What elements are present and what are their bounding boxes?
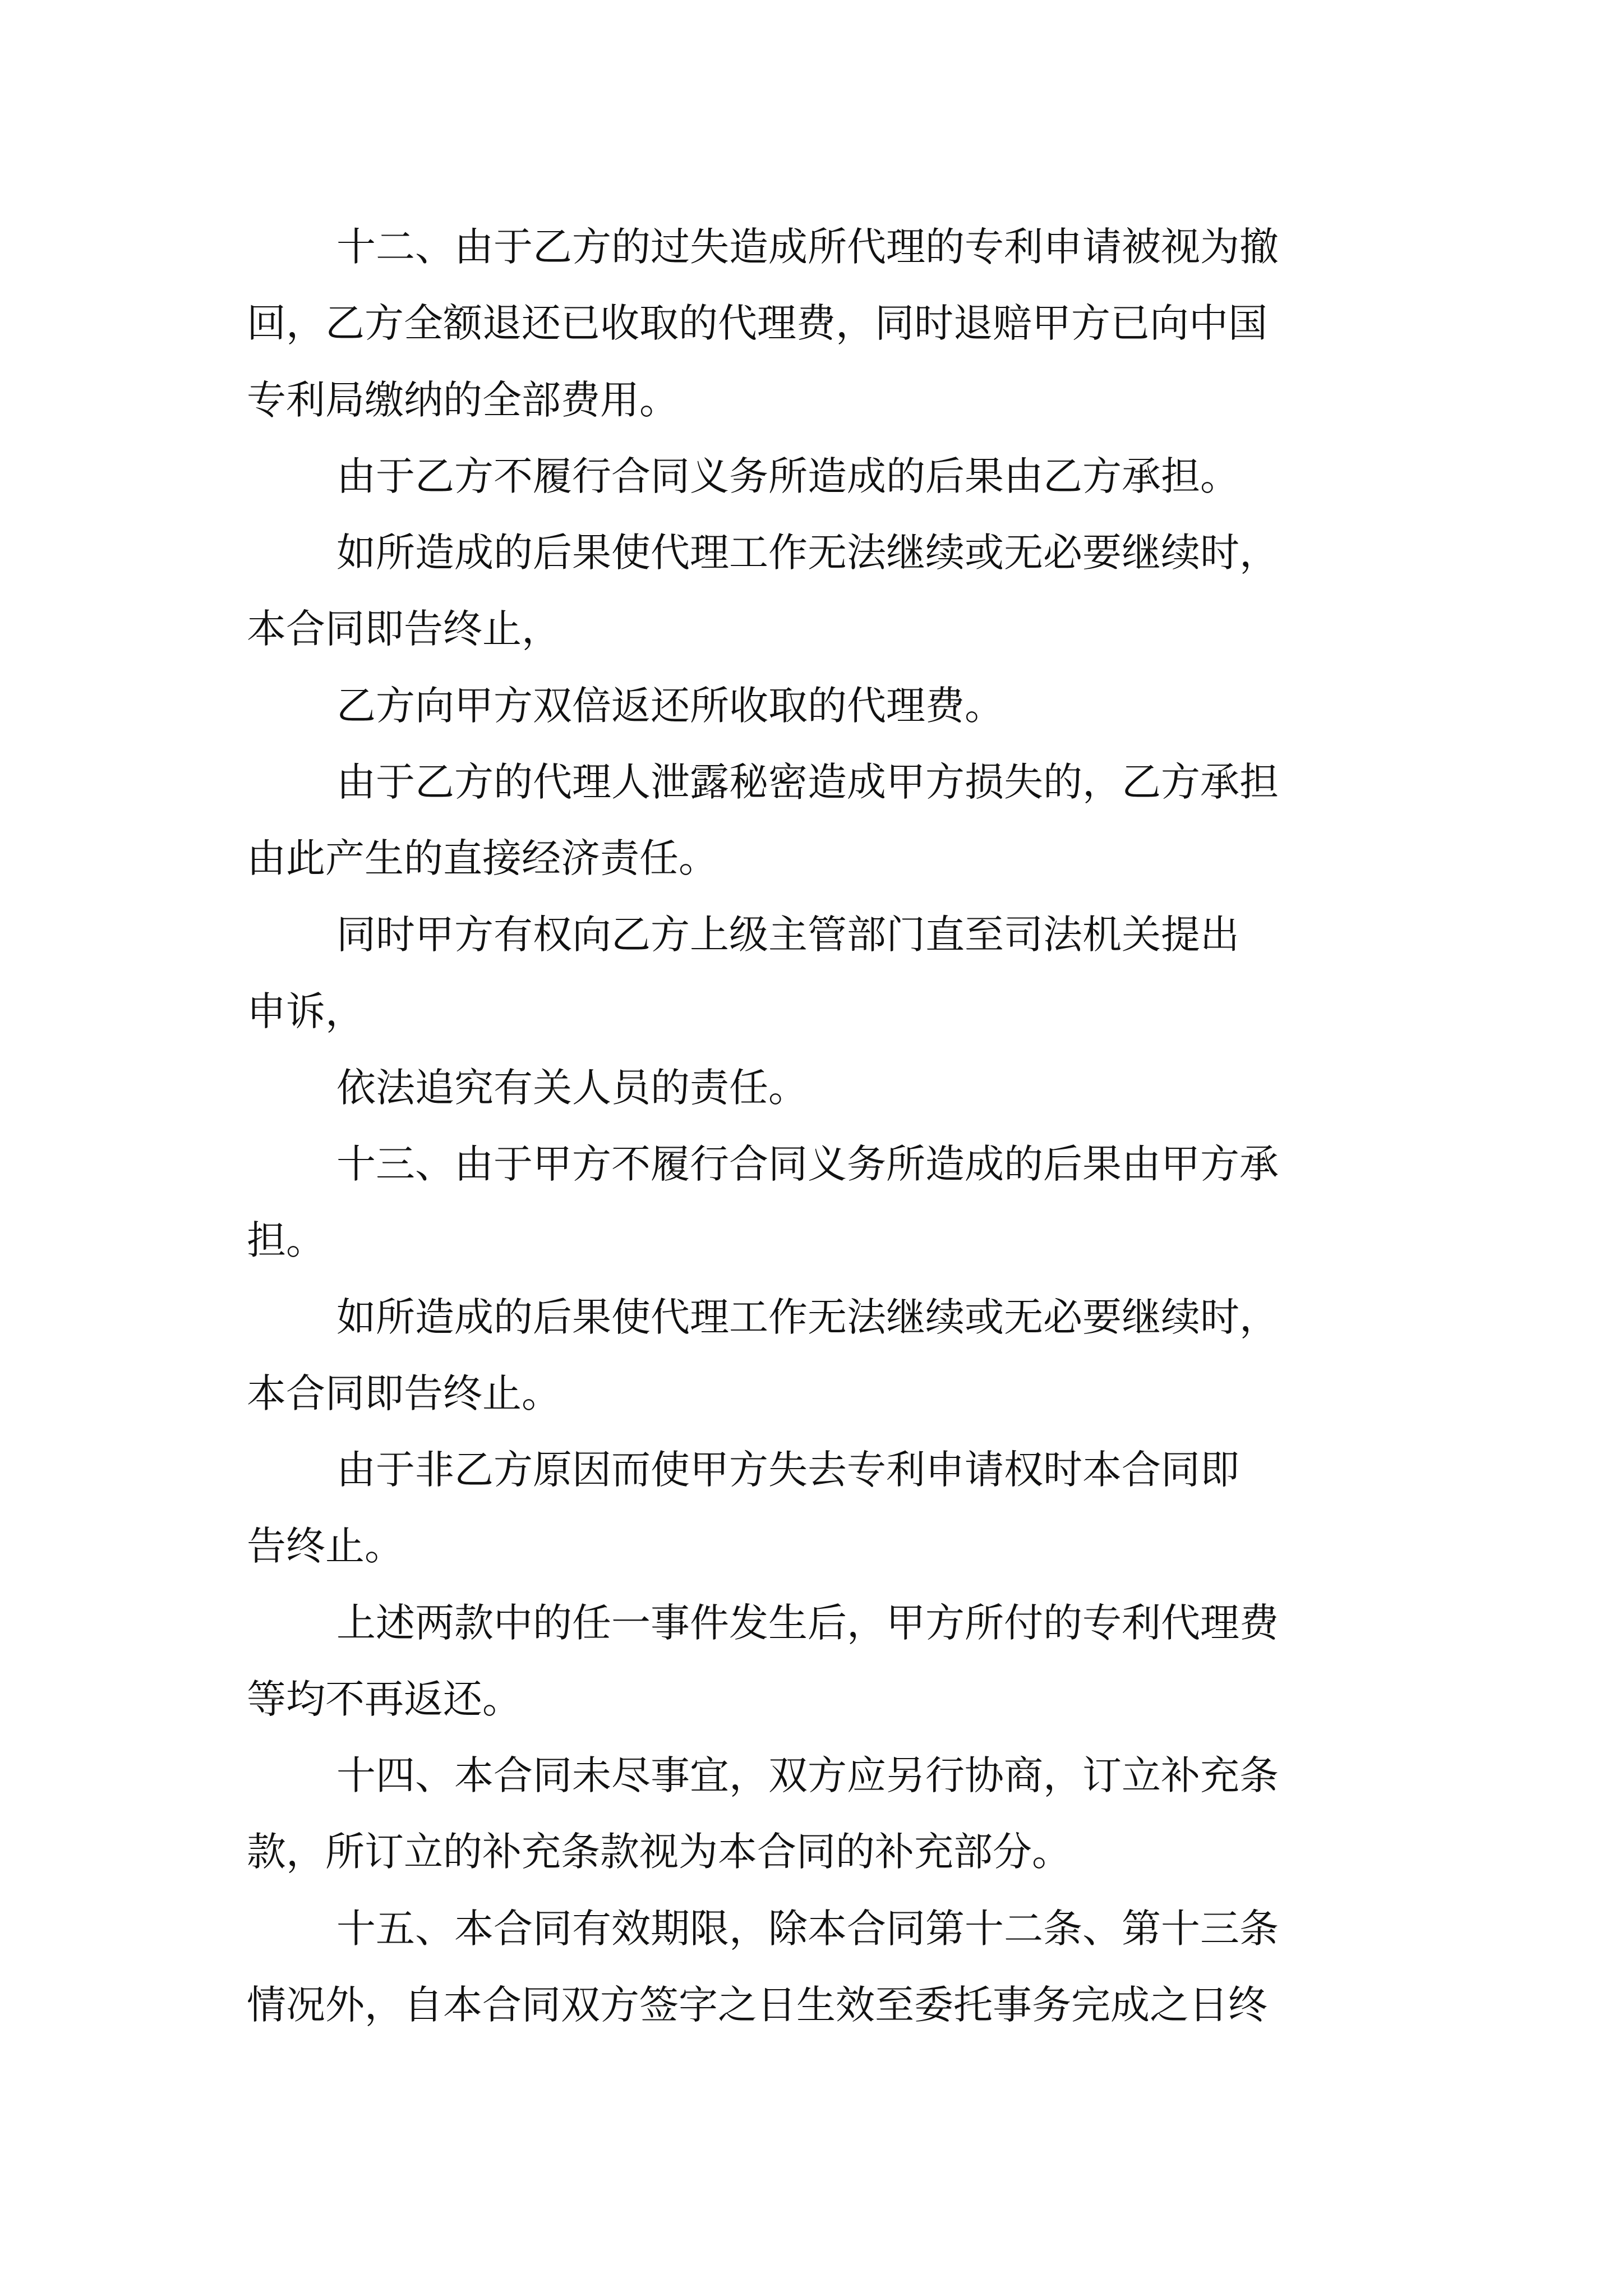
text-line: 十三、由于甲方不履行合同义务所造成的后果由甲方承 xyxy=(336,1141,1279,1187)
text-line: 由于乙方的代理人泄露秘密造成甲方损失的，乙方承担 xyxy=(336,759,1279,805)
text-line: 回，乙方全额退还已收取的代理费，同时退赔甲方已向中国 xyxy=(247,300,1267,346)
text-line: 上述两款中的任一事件发生后，甲方所付的专利代理费 xyxy=(336,1600,1279,1646)
text-line: 担。 xyxy=(247,1217,325,1263)
text-line: 告终止。 xyxy=(247,1523,404,1569)
text-line: 专利局缴纳的全部费用。 xyxy=(247,377,679,423)
text-line: 十四、本合同未尽事宜，双方应另行协商，订立补充条 xyxy=(336,1752,1279,1798)
text-line: 款，所订立的补充条款视为本合同的补充部分。 xyxy=(247,1829,1071,1875)
text-line: 由此产生的直接经济责任。 xyxy=(247,835,718,881)
text-line: 本合同即告终止。 xyxy=(247,1370,561,1416)
text-line: 申诉， xyxy=(247,988,365,1034)
text-line: 如所造成的后果使代理工作无法继续或无必要继续时， xyxy=(336,1294,1279,1340)
text-line: 如所造成的后果使代理工作无法继续或无必要继续时， xyxy=(336,530,1279,576)
text-line: 同时甲方有权向乙方上级主管部门直至司法机关提出 xyxy=(336,912,1239,958)
text-line: 依法追究有关人员的责任。 xyxy=(336,1065,808,1111)
text-line: 由于乙方不履行合同义务所造成的后果由乙方承担。 xyxy=(336,453,1239,499)
text-line: 十五、本合同有效期限，除本合同第十二条、第十三条 xyxy=(336,1906,1279,1952)
text-line: 由于非乙方原因而使甲方失去专利申请权时本合同即 xyxy=(336,1447,1239,1493)
text-line: 等均不再返还。 xyxy=(247,1676,522,1722)
text-line: 乙方向甲方双倍返还所收取的代理费。 xyxy=(336,683,1004,729)
text-line: 十二、由于乙方的过失造成所代理的专利申请被视为撤 xyxy=(336,224,1279,270)
text-line: 情况外，自本合同双方签字之日生效至委托事务完成之日终 xyxy=(247,1982,1267,2028)
text-line: 本合同即告终止， xyxy=(247,606,561,652)
